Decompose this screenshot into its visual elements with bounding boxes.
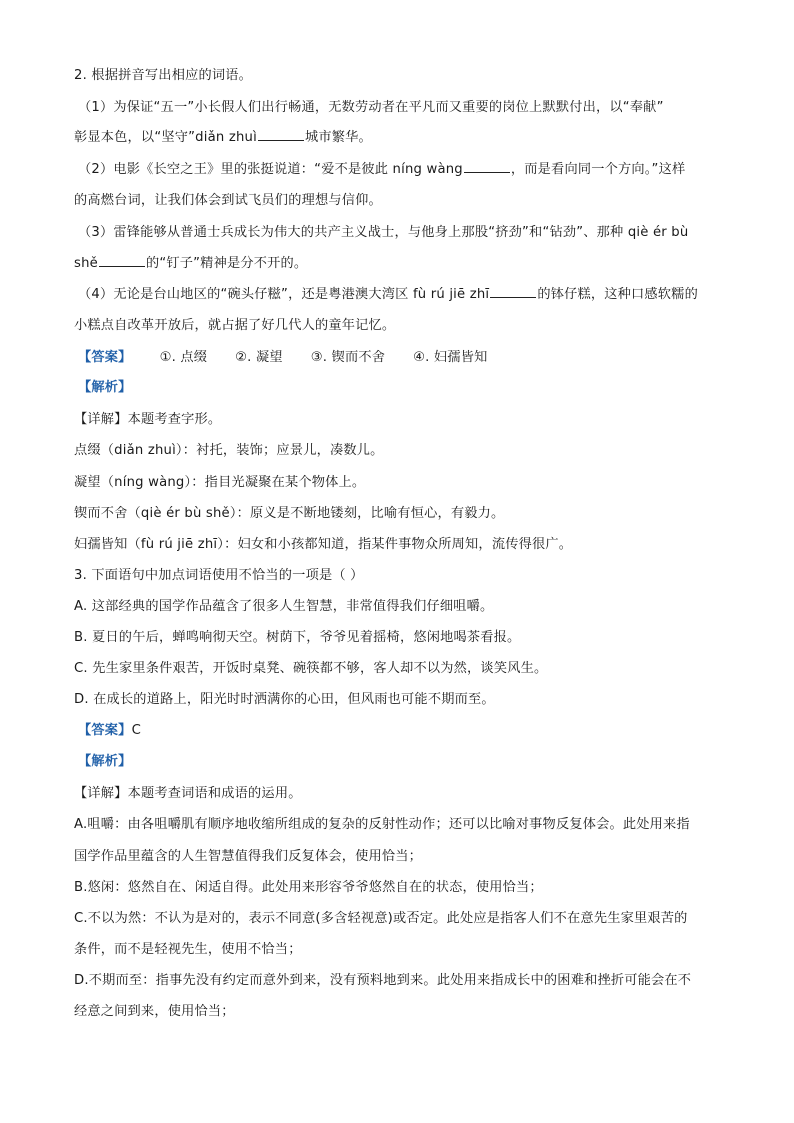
- q2-item1-line1: （1）为保证“五一”小长假人们出行畅通，无数劳动者在平凡而又重要的岗位上默默付出，以“奉献”: [78, 100, 664, 115]
- answer-1: ①. 点缀: [159, 350, 208, 365]
- q2-analysis-label: 【解析】: [78, 380, 132, 395]
- q2-item3-line1: （3）雷锋能够从普通士兵成长为伟大的共产主义战士，与他身上那股“挤劲”和“钻劲”、那种 qiè ér bù: [78, 225, 689, 240]
- q3-answer-row: [78, 721, 728, 741]
- q3-option-d: D. 在成长的道路上，阳光时时洒满你的心田，但风雨也可能不期而至。: [74, 692, 495, 707]
- q2-detail: [74, 410, 724, 430]
- q2-item1-line2: [74, 128, 724, 148]
- fill-blank: [464, 160, 510, 173]
- answer-label: 【答案】: [78, 350, 132, 365]
- q3-detail: [74, 784, 724, 804]
- q3-explain-6: D.不期而至：指事先没有约定而意外到来，没有预料地到来。此处用来指成长中的困难和挫折可能会在不: [74, 973, 692, 988]
- answer-4: ④. 妇孺皆知: [413, 350, 488, 365]
- q3-explain-5: 条件，而不是轻视先生，使用不恰当；: [74, 942, 302, 957]
- fill-blank: [258, 128, 304, 141]
- text: ，而是看向同一个方向。”这样: [510, 162, 686, 177]
- fill-blank: [490, 285, 536, 298]
- q2-item2-line2: 的高燃台词，让我们体会到试飞员们的理想与信仰。: [74, 193, 382, 208]
- q3-option-b: B. 夏日的午后，蝉鸣响彻天空。树荫下，爷爷见着摇椅，悠闲地喝茶看报。: [74, 630, 521, 645]
- q3-analysis-label: 【解析】: [78, 754, 132, 769]
- answer-3: ③. 锲而不舍: [310, 350, 386, 365]
- text: shě: [74, 256, 98, 271]
- q2-item4-line1: [78, 285, 728, 305]
- text: 城市繁华。: [304, 130, 372, 145]
- text: 的钵仔糕，这种口感软糯的: [537, 287, 698, 302]
- answer-2: ②. 凝望: [235, 350, 283, 365]
- q2-def-2: 凝望（níng wàng）：指目光凝聚在某个物体上。: [74, 475, 366, 490]
- q2-def-4: 妇孺皆知（fù rú jiē zhī）：妇女和小孩都知道，指某件事物众所周知，流传得很广。: [74, 537, 573, 552]
- q2-item4-line2: 小糕点自改革开放后，就占据了好几代人的童年记忆。: [74, 318, 396, 333]
- answer-label: 【答案】: [78, 723, 132, 738]
- q2-answer-row: [78, 348, 728, 368]
- q2-title: 2. 根据拼音写出相应的词语。: [74, 68, 253, 83]
- q3-title: 3. 下面语句中加点词语使用不恰当的一项是（ ）: [74, 568, 364, 583]
- q3-explain-4: C.不以为然：不认为是对的，表示不同意(多含轻视意)或否定。此处应是指客人们不在意先生家里艰苦的: [74, 911, 688, 926]
- q2-item2-line1: [78, 160, 728, 180]
- detail-text: 本题考查词语和成语的运用。: [127, 786, 302, 801]
- text: 的“钉子”精神是分不开的。: [145, 256, 308, 271]
- text: 彰显本色，以“坚守”diǎn zhuì: [74, 130, 257, 145]
- q3-explain-3: B.悠闲：悠然自在、闲适自得。此处用来形容爷爷悠然自在的状态，使用恰当；: [74, 880, 543, 895]
- answer-value: C: [131, 723, 141, 738]
- q3-explain-2: 国学作品里蕴含的人生智慧值得我们反复体会，使用恰当；: [74, 849, 423, 864]
- detail-label: 【详解】: [74, 786, 128, 801]
- fill-blank: [99, 254, 145, 267]
- q3-explain-7: 经意之间到来，使用恰当；: [74, 1004, 235, 1019]
- q3-explain-1: A.咀嚼：由各咀嚼肌有顺序地收缩所组成的复杂的反射性动作；还可以比喻对事物反复体会。此处用来指: [74, 817, 690, 832]
- q2-def-1: 点缀（diǎn zhuì）：衬托，装饰；应景儿，凑数儿。: [74, 443, 384, 458]
- q3-option-a: A. 这部经典的国学作品蕴含了很多人生智慧，非常值得我们仔细咀嚼。: [74, 599, 494, 614]
- q2-item3-line2: [74, 254, 724, 274]
- q3-option-c: C. 先生家里条件艰苦，开饭时桌凳、碗筷都不够，客人却不以为然，谈笑风生。: [74, 661, 548, 676]
- text: （2）电影《长空之王》里的张挺说道：“爱不是彼此 níng wàng: [78, 162, 463, 177]
- text: （4）无论是台山地区的“碗头仔糍”，还是粤港澳大湾区 fù rú jiē zhī: [78, 287, 490, 302]
- q2-def-3: 锲而不舍（qiè ér bù shě）：原义是不断地镂刻，比喻有恒心，有毅力。: [74, 506, 505, 521]
- detail-label: 【详解】: [74, 412, 128, 427]
- detail-text: 本题考查字形。: [127, 412, 222, 427]
